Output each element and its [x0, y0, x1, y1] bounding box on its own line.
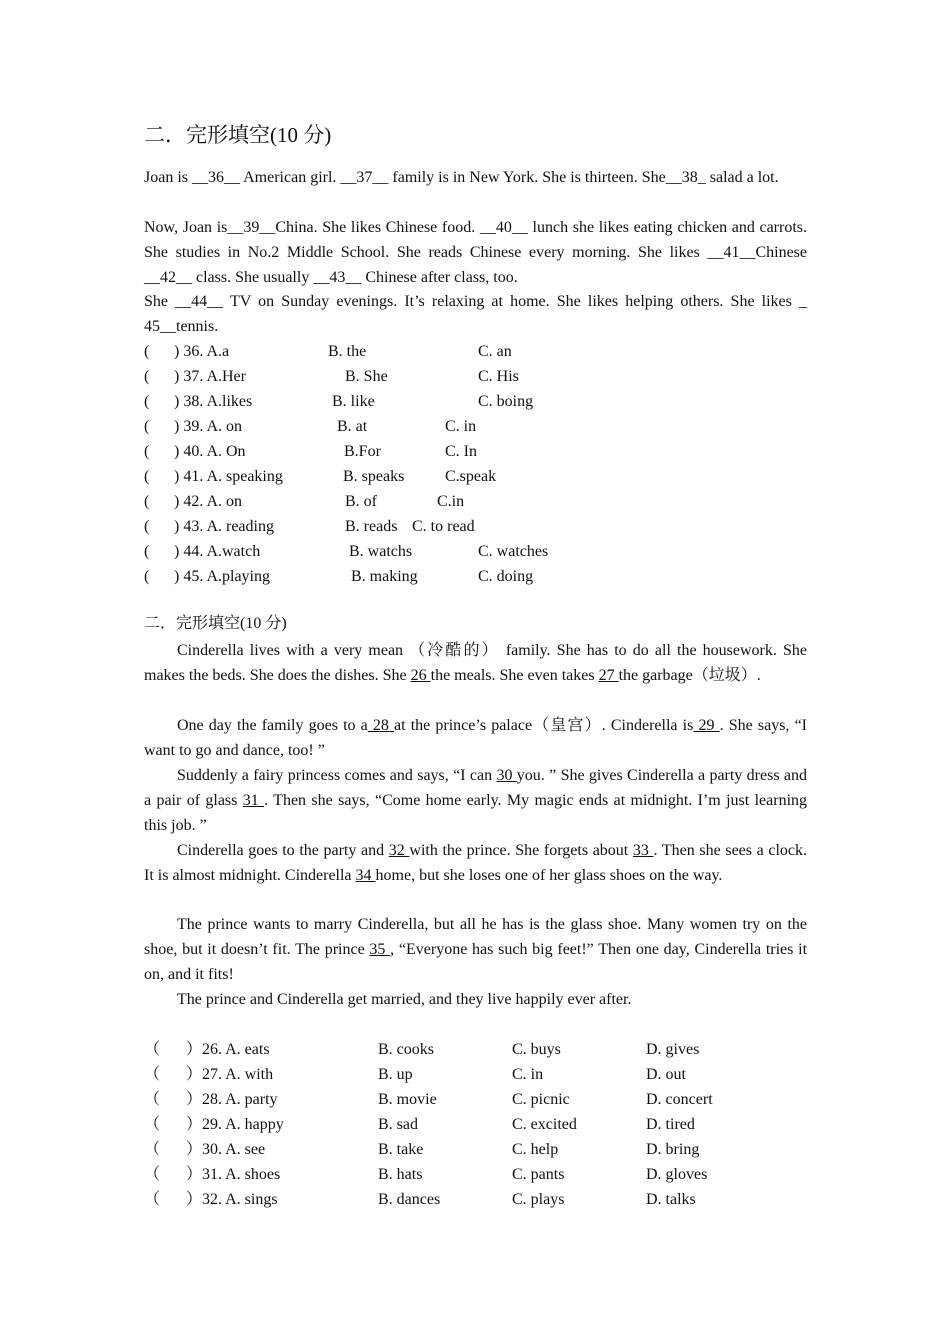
blank-28: 28	[367, 717, 395, 734]
section-title-2: 二．完形填空(10 分)	[144, 615, 287, 632]
passage2-paragraph-4: Cinderella goes to the party and 32 with the prince. She forgets about 33 . Then she sees a clock. It is almost midnight. Cinderella 34 home, but she loses one of her glass shoes on the way.	[144, 842, 808, 884]
passage2-paragraph-6: The prince and Cinderella get married, and they live happily ever after.	[177, 991, 632, 1008]
blank-30: 30	[496, 767, 517, 784]
document-page: 二．完形填空(10 分) Joan is __36__ American girl. __37__ family is in New York. She is thirteen. She__38_ salad a lot. Now, Joan is__39__China. She likes Chinese food. __40__ lunch she likes eating chicken and carrots. She studies in No.2 Middle School. She reads Chinese every morning. She likes __41__Chinese __42__ class. She usually __43__ Chinese after class, too. She __44__ TV on Sunday evenings. It’s relaxing at home. She likes helping others. She likes _ 45__tennis. ( ) 36. A.a B. the C. an ( ) 37. A.Her B. She C. His ( ) 38. A.likes B. like C. boing ( ) 39. A. on B. at C. in ( ) 40. A. On B.For C. In ( ) 41. A. speaking B. speaks C.speak ( ) 42. A. on B. of C.in ( ) 43. A. reading B. reads C. to read ( ) 44. A.watch B. watchs C. watches ( ) 45. A.playing B. making C. doing 二．完形填空(10 分) Cinderella lives with a very mean （冷酷的） family. She has to do all the housework. She makes the beds. She does the dishes. She 26 the meals. She even takes 27 the garbage（垃圾）. One day the family goes to a 28 at the prince’s palace（皇宫）. Cinderella is 29 . She says, “I want to go and dance, too! ” Suddenly a fairy princess comes and says, “I can 30 you. ” She gives Cinderella a party dress and a pair of glass 31 . Then she says, “Come home early. My magic ends at midnight. I’m just learning this job. ” Cinderella goes to the party and 32 with the prince. She forgets about 33 . Then she sees a clock. It is almost midnight. Cinderella 34 home, but she loses one of her glass shoes on the way. The prince wants to marry Cinderella, but all he has is the glass shoe. Many women try on the shoe, but it doesn’t fit. The prince 35 , “Everyone has such big feet!” Then one day, Cinderella tries it on, and it fits! The prince and Cinderella get married, and they live happily ever after. （ ）26. A. eats B. cooks C. buys D. gives （ ）27. A. with B. up C. in D. out （ ）28. A. party B. movie C. picnic D. concert （ ）29. A. happy B. sad C. excited D. tired （ ）30. A. see B. take C. help D. bring （ ）31. A. shoes B. hats C. pants D. gloves （ ）32. A. sings B. dances C. plays D. talks	[0, 0, 950, 1344]
blank-31: 31	[242, 791, 265, 809]
blank-29: 29	[693, 717, 720, 734]
passage1-paragraph-2: Now, Joan is__39__China. She likes Chinese food. __40__ lunch she likes eating chicken and carrots. She studies in No.2 Middle School. She reads Chinese every morning. She likes __41__Chinese __42__ class. She usually __43__ Chinese after class, too.	[144, 219, 807, 286]
passage2-paragraph-5: The prince wants to marry Cinderella, but all he has is the glass shoe. Many women try on the shoe, but it doesn’t fit. The prince 35 , “Everyone has such big feet!” Then one day, Cinderella tries it on, and it fits!	[144, 916, 808, 983]
passage2-paragraph-1: Cinderella lives with a very mean （冷酷的） family. She has to do all the housework. She makes the beds. She does the dishes. She 26 the meals. She even takes 27 the garbage（垃圾）.	[144, 642, 807, 684]
passage2-paragraph-3: Suddenly a fairy princess comes and says, “I can 30 you. ” She gives Cinderella a party dress and a pair of glass 31 . Then she says, “Come home early. My magic ends at midnight. I’m just learning this job. ”	[144, 767, 808, 834]
passage1-paragraph-3: She __44__ TV on Sunday evenings. It’s relaxing at home. She likes helping others. She likes _ 45__tennis.	[144, 293, 807, 335]
blank-27: 27	[598, 666, 619, 684]
blank-32: 32	[388, 842, 410, 859]
passage2-paragraph-2: One day the family goes to a 28 at the prince’s palace（皇宫）. Cinderella is 29 . She says, “I want to go and dance, too! ”	[144, 717, 808, 759]
blank-34: 34	[355, 866, 376, 884]
passage1-paragraph-1: Joan is __36__ American girl. __37__ family is in New York. She is thirteen. She__38_ salad a lot.	[144, 169, 779, 186]
section-title-1: 二．完形填空(10 分)	[144, 123, 332, 147]
blank-26: 26	[410, 666, 431, 684]
blank-33: 33	[632, 842, 654, 859]
blank-35: 35	[369, 940, 391, 958]
